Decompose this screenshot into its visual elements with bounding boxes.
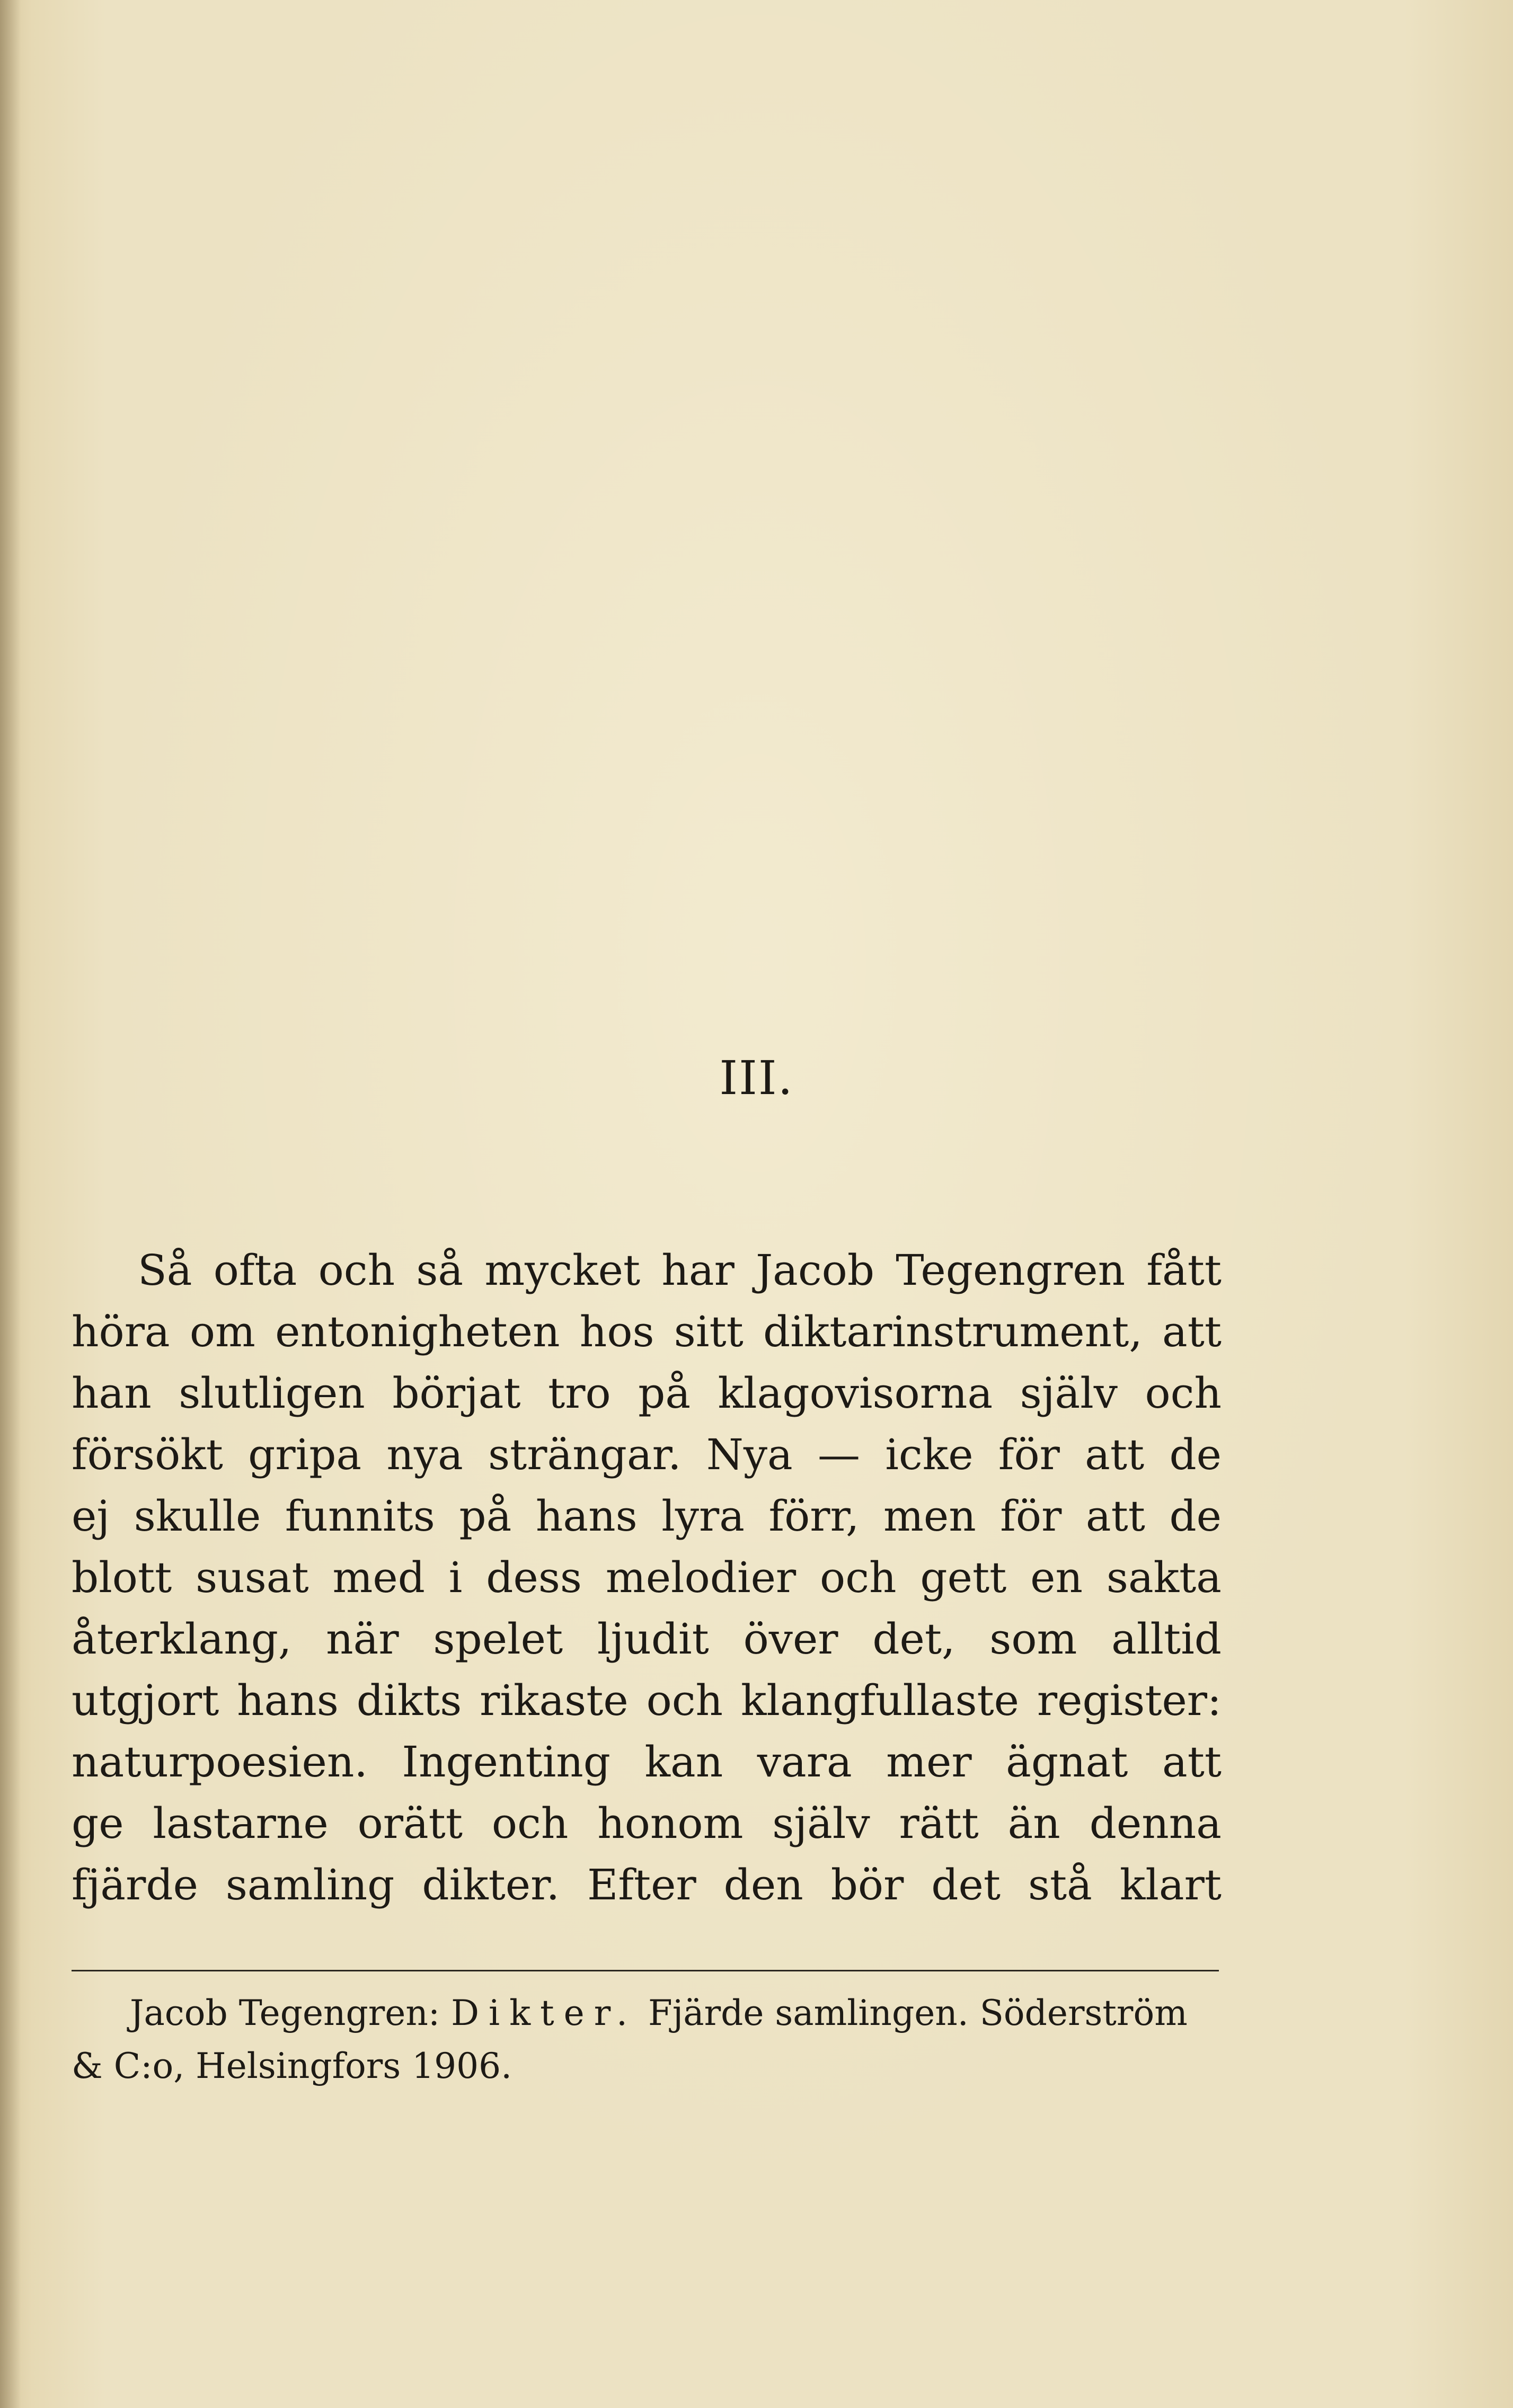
footnote-publication: Fjärde samlingen. Söderström [648,1993,1188,2033]
footnote-author: Jacob Tegengren: [130,1993,440,2033]
text-line: blott susat med i dess melodier och gett en sakta [72,1553,1222,1602]
text-line: försökt gripa nya strängar. Nya — icke för att de [72,1430,1222,1479]
footnote [72,1987,1219,2093]
text-line: ge lastarne orätt och honom själv rätt än denna [72,1799,1222,1848]
text-line: naturpoesien. Ingenting kan vara mer ägnat att [72,1737,1222,1787]
text-line: fjärde samling dikter. Efter den bör det stå klart [72,1860,1222,1909]
text-line: Så ofta och så mycket har Jacob Tegengren fått [138,1246,1222,1295]
footnote-line [72,1987,1219,2040]
text-line: han slutligen börjat tro på klagovisorna själv och [72,1369,1222,1418]
page-gutter-shadow [0,0,21,2408]
footnote-line: & C:o, Helsingfors 1906. [72,2046,512,2086]
text-line: utgjort hans dikts rikaste och klangfullaste register: [72,1676,1222,1725]
footnote-work-title: Dikter. [451,1993,637,2033]
text-line: ej skulle funnits på hans lyra förr, men för att de [72,1491,1222,1541]
body-paragraph [72,1240,1222,1916]
footnote-divider [72,1970,1219,1971]
section-heading: III. [719,1051,794,1105]
text-line: höra om entonigheten hos sitt diktarinstrument, att [72,1307,1222,1356]
text-line: återklang, när spelet ljudit över det, som alltid [72,1614,1222,1664]
